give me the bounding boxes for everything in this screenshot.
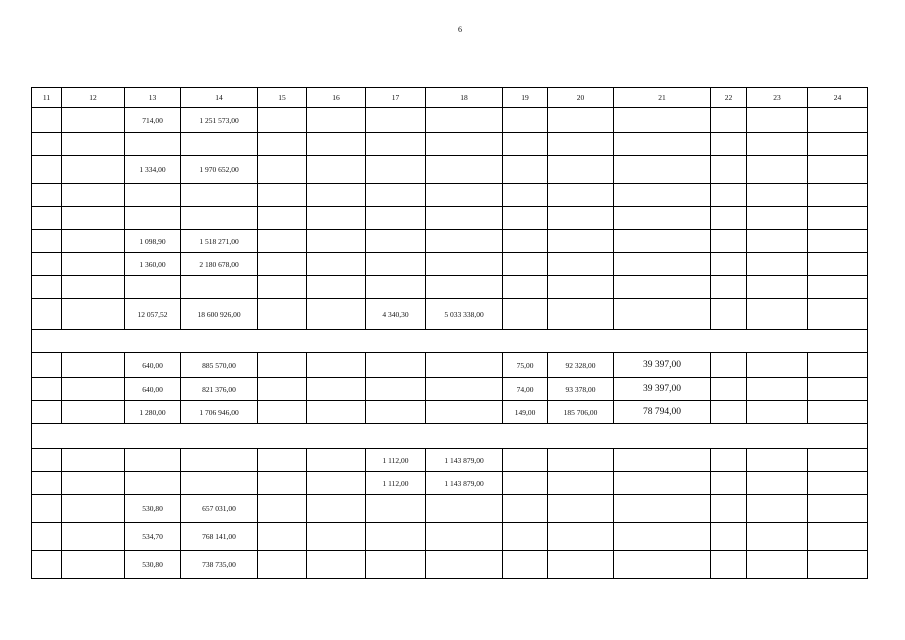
table-cell [62, 207, 125, 230]
table-cell [307, 207, 366, 230]
table-cell [503, 551, 548, 579]
table-cell [614, 523, 711, 551]
table-cell [614, 299, 711, 330]
table-cell [808, 523, 868, 551]
table-cell [62, 184, 125, 207]
table-row [32, 472, 868, 495]
table-cell [808, 184, 868, 207]
table-cell [747, 230, 808, 253]
table-cell: 75,00 [503, 353, 548, 378]
table-cell [62, 472, 125, 495]
table-cell [614, 207, 711, 230]
table-cell [614, 108, 711, 133]
table-row [32, 108, 868, 133]
table-cell: 2 180 678,00 [181, 253, 258, 276]
table-cell [366, 276, 426, 299]
table-cell [426, 184, 503, 207]
table-cell [711, 253, 747, 276]
table-row [32, 207, 868, 230]
table-row [32, 551, 868, 579]
table-cell: 5 033 338,00 [426, 299, 503, 330]
table-cell [747, 495, 808, 523]
table-cell [503, 133, 548, 156]
table-cell [32, 551, 62, 579]
table-cell [711, 133, 747, 156]
table-cell: 768 141,00 [181, 523, 258, 551]
table-cell [125, 133, 181, 156]
table-cell [181, 449, 258, 472]
table-cell [307, 156, 366, 184]
table-cell [808, 495, 868, 523]
table-cell [258, 353, 307, 378]
table-row [32, 378, 868, 401]
table-cell [808, 276, 868, 299]
column-header: 22 [711, 88, 747, 108]
table-cell [614, 156, 711, 184]
table-cell [711, 156, 747, 184]
table-row [32, 184, 868, 207]
table-cell [258, 449, 307, 472]
table-cell [548, 299, 614, 330]
column-header: 12 [62, 88, 125, 108]
table-cell: 714,00 [125, 108, 181, 133]
table-row [32, 133, 868, 156]
table-cell [426, 523, 503, 551]
table-cell [503, 523, 548, 551]
table-row [32, 401, 868, 424]
table-cell [125, 184, 181, 207]
table-cell [747, 551, 808, 579]
table-cell [307, 253, 366, 276]
table-cell: 1 280,00 [125, 401, 181, 424]
table-cell: 1 706 946,00 [181, 401, 258, 424]
column-header: 23 [747, 88, 808, 108]
table-cell [711, 230, 747, 253]
table-cell [548, 184, 614, 207]
table-cell [747, 353, 808, 378]
table-cell [808, 108, 868, 133]
data-table [31, 87, 868, 579]
table-cell [426, 378, 503, 401]
table-cell [808, 133, 868, 156]
table-cell [62, 523, 125, 551]
column-header: 21 [614, 88, 711, 108]
table-cell [548, 449, 614, 472]
table-cell [548, 276, 614, 299]
table-cell [32, 156, 62, 184]
table-cell: 39 397,00 [614, 378, 711, 401]
table-cell [32, 378, 62, 401]
column-header: 15 [258, 88, 307, 108]
header-row [32, 88, 868, 108]
table-cell: 18 600 926,00 [181, 299, 258, 330]
table-cell [614, 449, 711, 472]
section-cell [32, 330, 868, 353]
table-cell [747, 523, 808, 551]
table-cell [711, 207, 747, 230]
table-cell [548, 523, 614, 551]
table-cell [62, 551, 125, 579]
table-cell [258, 551, 307, 579]
table-cell [366, 108, 426, 133]
table-cell [614, 230, 711, 253]
table-cell [426, 230, 503, 253]
column-header: 19 [503, 88, 548, 108]
table-cell [62, 378, 125, 401]
table-cell [366, 523, 426, 551]
table-cell [548, 156, 614, 184]
table-row [32, 230, 868, 253]
table-cell [503, 299, 548, 330]
table-cell [614, 472, 711, 495]
table-cell [62, 299, 125, 330]
table-cell [62, 401, 125, 424]
table-cell [614, 551, 711, 579]
table-cell [426, 156, 503, 184]
table-cell [711, 551, 747, 579]
table-cell [366, 133, 426, 156]
table-cell [808, 253, 868, 276]
table-cell: 530,80 [125, 495, 181, 523]
table-cell [366, 551, 426, 579]
table-cell: 640,00 [125, 378, 181, 401]
table-cell: 1 098,90 [125, 230, 181, 253]
table-cell [548, 207, 614, 230]
table-cell [548, 472, 614, 495]
table-cell [426, 253, 503, 276]
table-cell [366, 353, 426, 378]
table-cell [747, 276, 808, 299]
table-cell [426, 276, 503, 299]
table-cell [808, 401, 868, 424]
table-row [32, 156, 868, 184]
table-cell [711, 299, 747, 330]
table-cell [32, 133, 62, 156]
table-cell [711, 353, 747, 378]
table-cell: 1 112,00 [366, 472, 426, 495]
table-row [32, 276, 868, 299]
table-cell [181, 207, 258, 230]
table-cell [125, 449, 181, 472]
table-cell [503, 276, 548, 299]
table-cell [426, 133, 503, 156]
table-cell [426, 551, 503, 579]
table-cell [366, 401, 426, 424]
table-cell [258, 253, 307, 276]
table-cell [32, 230, 62, 253]
table-cell: 1 970 652,00 [181, 156, 258, 184]
table-cell [614, 253, 711, 276]
table-cell [747, 299, 808, 330]
table-cell [62, 495, 125, 523]
table-row [32, 495, 868, 523]
table-cell [548, 495, 614, 523]
column-header: 20 [548, 88, 614, 108]
table-cell [426, 495, 503, 523]
table-cell [548, 133, 614, 156]
table-cell [258, 207, 307, 230]
table-cell [258, 133, 307, 156]
table-cell [125, 276, 181, 299]
table-cell [747, 133, 808, 156]
table-cell [258, 299, 307, 330]
table-cell [503, 184, 548, 207]
table-cell [32, 401, 62, 424]
table-cell [307, 133, 366, 156]
table-cell [711, 401, 747, 424]
table-cell [548, 108, 614, 133]
table-cell: 185 706,00 [548, 401, 614, 424]
table-cell [62, 230, 125, 253]
table-cell [62, 449, 125, 472]
table-cell [614, 133, 711, 156]
table-cell: 1 251 573,00 [181, 108, 258, 133]
table-cell [503, 472, 548, 495]
table-cell [307, 108, 366, 133]
section-cell [32, 424, 868, 449]
table-cell [32, 276, 62, 299]
table-cell [366, 253, 426, 276]
table-cell [258, 378, 307, 401]
table-cell: 657 031,00 [181, 495, 258, 523]
table-cell [808, 378, 868, 401]
table-cell [503, 230, 548, 253]
table-cell: 821 376,00 [181, 378, 258, 401]
table-cell: 74,00 [503, 378, 548, 401]
table-cell [307, 353, 366, 378]
page-number: 6 [458, 25, 462, 34]
section-row [32, 330, 868, 353]
table-cell [62, 253, 125, 276]
table-cell [711, 276, 747, 299]
table-cell [32, 472, 62, 495]
table-cell [258, 472, 307, 495]
table-row [32, 253, 868, 276]
table-cell [747, 449, 808, 472]
table-cell [747, 108, 808, 133]
table-cell [366, 207, 426, 230]
table-cell [747, 378, 808, 401]
table-cell [258, 156, 307, 184]
table-cell [503, 207, 548, 230]
table-cell [258, 184, 307, 207]
table-cell [307, 449, 366, 472]
table-cell [614, 184, 711, 207]
table-cell [366, 156, 426, 184]
table-cell: 39 397,00 [614, 353, 711, 378]
column-header: 24 [808, 88, 868, 108]
table-cell: 1 360,00 [125, 253, 181, 276]
table-cell [307, 472, 366, 495]
table-cell [307, 276, 366, 299]
table-cell [426, 108, 503, 133]
table-cell [62, 156, 125, 184]
table-cell [181, 133, 258, 156]
table-cell [503, 495, 548, 523]
table-cell: 1 334,00 [125, 156, 181, 184]
table-cell [62, 276, 125, 299]
table-cell: 530,80 [125, 551, 181, 579]
table-cell [32, 299, 62, 330]
table-cell [62, 133, 125, 156]
table-cell [808, 449, 868, 472]
table-cell [307, 401, 366, 424]
table-cell: 1 143 879,00 [426, 449, 503, 472]
table-cell [548, 230, 614, 253]
table-cell [614, 495, 711, 523]
table-cell [808, 472, 868, 495]
section-row [32, 424, 868, 449]
table-cell [711, 184, 747, 207]
table-cell [711, 108, 747, 133]
table-cell [711, 495, 747, 523]
table-cell [548, 253, 614, 276]
table-cell [32, 184, 62, 207]
table-cell [366, 184, 426, 207]
table-cell [366, 230, 426, 253]
column-header: 13 [125, 88, 181, 108]
table-cell: 4 340,30 [366, 299, 426, 330]
table-cell [307, 184, 366, 207]
table-cell: 640,00 [125, 353, 181, 378]
table-cell [181, 276, 258, 299]
table-cell [747, 184, 808, 207]
table-cell [747, 472, 808, 495]
table-cell: 92 328,00 [548, 353, 614, 378]
table-cell [808, 299, 868, 330]
table-cell [711, 523, 747, 551]
table-cell [808, 207, 868, 230]
table-cell [32, 495, 62, 523]
table-cell [503, 156, 548, 184]
table-cell [366, 495, 426, 523]
column-header: 16 [307, 88, 366, 108]
table-cell [426, 207, 503, 230]
column-header: 17 [366, 88, 426, 108]
table-cell [258, 108, 307, 133]
table-cell [747, 401, 808, 424]
table-row [32, 523, 868, 551]
table-cell [32, 353, 62, 378]
table-cell [747, 207, 808, 230]
table-cell [307, 230, 366, 253]
table-cell [307, 523, 366, 551]
table-cell [808, 156, 868, 184]
table-cell [258, 401, 307, 424]
table-cell: 738 735,00 [181, 551, 258, 579]
table-cell [258, 523, 307, 551]
table-cell [32, 207, 62, 230]
column-header: 11 [32, 88, 62, 108]
table-cell [808, 353, 868, 378]
table-cell [258, 276, 307, 299]
table-cell [62, 108, 125, 133]
table-cell [711, 378, 747, 401]
table-cell: 1 143 879,00 [426, 472, 503, 495]
table-cell [32, 449, 62, 472]
table-cell [808, 551, 868, 579]
column-header: 18 [426, 88, 503, 108]
table-cell [307, 378, 366, 401]
table-cell [711, 472, 747, 495]
table-cell [32, 523, 62, 551]
table-cell [125, 472, 181, 495]
table-cell [548, 551, 614, 579]
table-cell [307, 299, 366, 330]
table-cell [366, 378, 426, 401]
table-cell [808, 230, 868, 253]
table-cell [32, 253, 62, 276]
table-cell [503, 449, 548, 472]
table-cell: 93 378,00 [548, 378, 614, 401]
table-cell: 149,00 [503, 401, 548, 424]
table-cell: 12 057,52 [125, 299, 181, 330]
column-header: 14 [181, 88, 258, 108]
table-row [32, 353, 868, 378]
table-cell [614, 276, 711, 299]
table-cell [258, 495, 307, 523]
table-cell [181, 184, 258, 207]
table-row [32, 299, 868, 330]
table-cell: 534,70 [125, 523, 181, 551]
table-cell: 78 794,00 [614, 401, 711, 424]
table-cell [307, 551, 366, 579]
table-cell [503, 108, 548, 133]
table-cell [426, 401, 503, 424]
table-cell [258, 230, 307, 253]
table-cell [62, 353, 125, 378]
table-cell [747, 253, 808, 276]
table-cell: 1 518 271,00 [181, 230, 258, 253]
table-cell [426, 353, 503, 378]
table-cell [503, 253, 548, 276]
table-cell [125, 207, 181, 230]
table-cell: 1 112,00 [366, 449, 426, 472]
table-cell [181, 472, 258, 495]
table-row [32, 449, 868, 472]
table-cell [32, 108, 62, 133]
table-cell [711, 449, 747, 472]
table-cell: 885 570,00 [181, 353, 258, 378]
table-cell [747, 156, 808, 184]
table-cell [307, 495, 366, 523]
